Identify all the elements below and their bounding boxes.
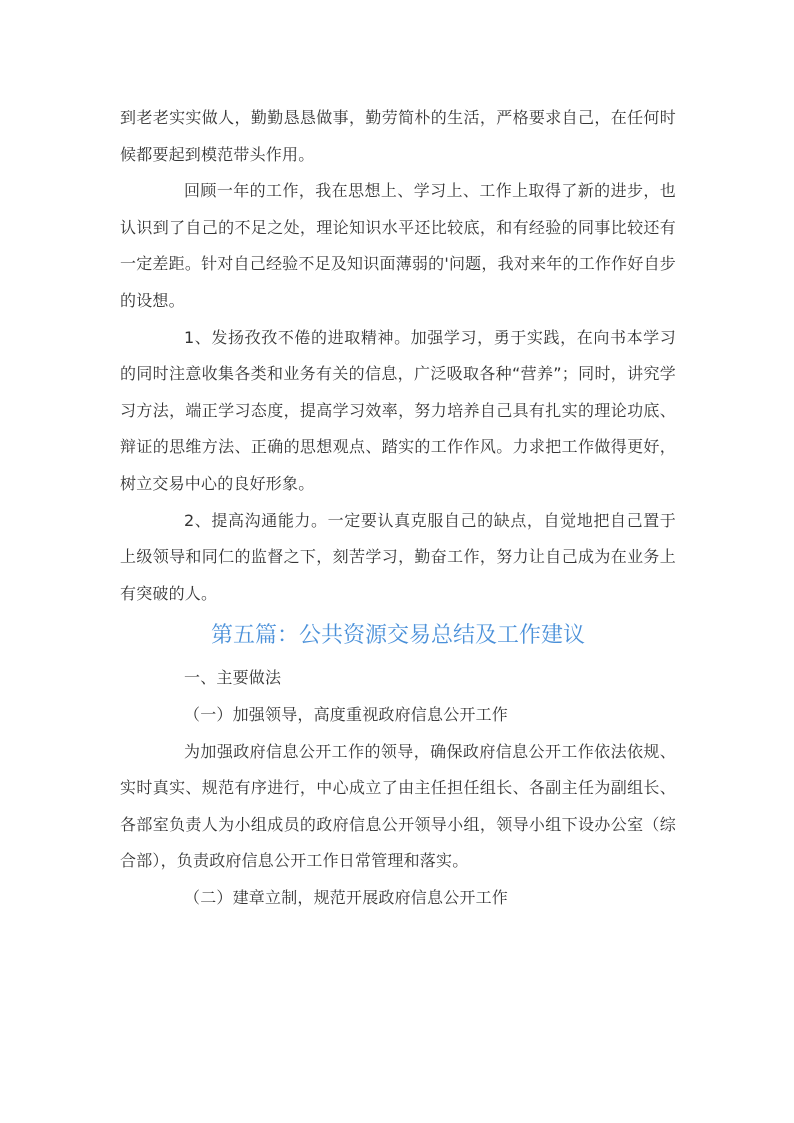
section-subheading: 一、主要做法 bbox=[184, 668, 282, 688]
body-paragraph: 回顾一年的工作，我在思想上、学习上、工作上取得了新的进步，也认识到了自己的不足之处，理论知识水平还比较底，和有经验的同事比较还有一定差距。针对自己经验不足及知识面薄弱的'问题，我对来年的工作作好自步的设想。 bbox=[120, 181, 676, 310]
section-subheading: （一）加强领导，高度重视政府信息公开工作 bbox=[184, 704, 509, 724]
document-body bbox=[120, 100, 676, 916]
body-paragraph: 为加强政府信息公开工作的领导，确保政府信息公开工作依法依规、实时真实、规范有序进行，中心成立了由主任担任组长、各副主任为副组长、各部室负责人为小组成员的政府信息公开领导小组，领导小组下设办公室（综合部），负责政府信息公开工作日常管理和落实。 bbox=[120, 741, 676, 871]
body-paragraph: 2、提高沟通能力。一定要认真克服自己的缺点，自觉地把自己置于上级领导和同仁的监督之下，刻苦学习，勤奋工作，努力让自己成为在业务上有突破的人。 bbox=[120, 510, 676, 603]
section-heading: 第五篇：公共资源交易总结及工作建议 bbox=[210, 623, 585, 649]
section-subheading: （二）建章立制，规范开展政府信息公开工作 bbox=[184, 887, 509, 907]
body-paragraph: 到老老实实做人，勤勤恳恳做事，勤劳简朴的生活，严格要求自己，在任何时候都要起到模范带头作用。 bbox=[120, 108, 676, 164]
body-paragraph: 1、发扬孜孜不倦的进取精神。加强学习，勇于实践，在向书本学习的同时注意收集各类和业务有关的信息，广泛吸取各种“营养”；同时，讲究学习方法，端正学习态度，提高学习效率，努力培养自己具有扎实的理论功底、辩证的思维方法、正确的思想观点、踏实的工作作风。力求把工作做得更好，树立交易中心的良好形象。 bbox=[120, 327, 676, 493]
